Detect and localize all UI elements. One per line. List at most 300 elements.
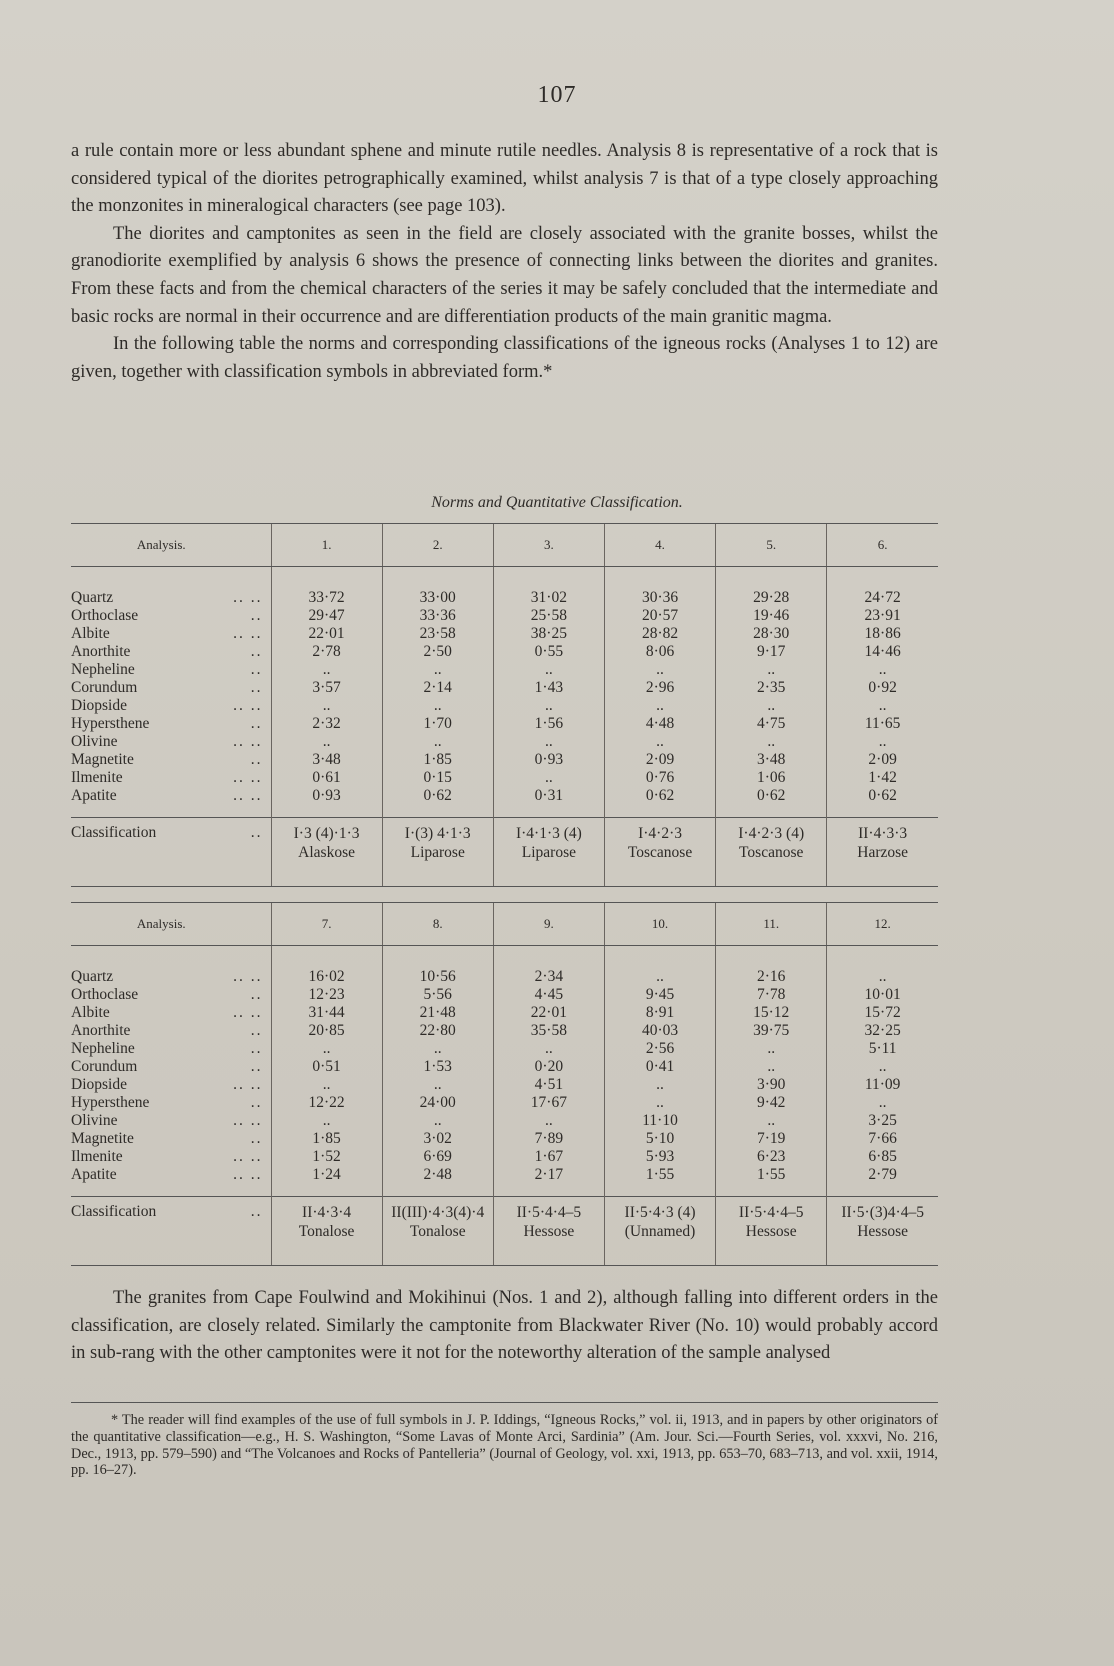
table-cell: 1·06	[716, 769, 827, 787]
mineral-label	[71, 1094, 271, 1112]
rock-name: Hessose	[523, 1223, 575, 1240]
table-cell: ..	[382, 733, 493, 751]
classification-cell	[827, 818, 938, 887]
table-cell: 2·35	[716, 679, 827, 697]
classification-cell	[271, 818, 382, 887]
table-cell: 3·57	[271, 679, 382, 697]
table-cell: ..	[827, 1094, 938, 1112]
leader-dots: ..	[250, 824, 263, 841]
table-cell: 2·09	[827, 751, 938, 769]
table-cell: 4·45	[493, 986, 604, 1004]
mineral-name: Orthoclase	[71, 986, 139, 1003]
table-cell: 38·25	[493, 625, 604, 643]
classification-symbol: I·(3) 4·1·3	[404, 825, 471, 842]
column-header: 7.	[271, 903, 382, 946]
leader-dots: .. ..	[233, 968, 263, 985]
table-cell: 1·43	[493, 679, 604, 697]
leader-dots: ..	[250, 751, 263, 768]
classification-symbol: I·4·1·3 (4)	[515, 825, 582, 842]
rock-name: Alaskose	[298, 844, 355, 861]
table-cell: 2·50	[382, 643, 493, 661]
table-cell: 20·57	[604, 607, 715, 625]
rock-name: Hessose	[857, 1223, 909, 1240]
rock-name: (Unnamed)	[624, 1223, 696, 1240]
table-cell: 0·41	[604, 1058, 715, 1076]
table-cell: ..	[716, 733, 827, 751]
table-cell: 1·52	[271, 1148, 382, 1166]
table-row	[71, 787, 938, 805]
table-cell: 2·09	[604, 751, 715, 769]
column-header: 10.	[604, 903, 715, 946]
classification-symbol: II·5·4·4–5	[516, 1204, 582, 1221]
table-cell: 12·22	[271, 1094, 382, 1112]
mineral-name: Quartz	[71, 968, 114, 985]
table-cell: 3·48	[716, 751, 827, 769]
paragraph-3: In the following table the norms and corresponding classifications of the igneous rocks (Analyses 1 to 12) are given, together with classification symbols in abbreviated form.*	[71, 334, 938, 382]
leader-dots: .. ..	[233, 1148, 263, 1165]
table-cell: 0·31	[493, 787, 604, 805]
leader-dots: ..	[250, 986, 263, 1003]
table-cell: 11·09	[827, 1076, 938, 1094]
table-header-row	[71, 903, 938, 946]
table-cell: ..	[382, 661, 493, 679]
classification-symbol: II(III)·4·3(4)·4	[391, 1204, 485, 1221]
table-cell: 33·36	[382, 607, 493, 625]
leader-dots: .. ..	[233, 1004, 263, 1021]
table-row	[71, 1040, 938, 1058]
table-cell: 0·61	[271, 769, 382, 787]
classification-label	[71, 818, 271, 887]
table-cell: 4·48	[604, 715, 715, 733]
table-cell: 28·30	[716, 625, 827, 643]
table-cell: 5·10	[604, 1130, 715, 1148]
table-cell: 21·48	[382, 1004, 493, 1022]
mineral-label	[71, 986, 271, 1004]
table-cell: 9·45	[604, 986, 715, 1004]
table-cell: 15·72	[827, 1004, 938, 1022]
table-cell: 7·78	[716, 986, 827, 1004]
leader-dots: ..	[250, 1040, 263, 1057]
table-cell: 30·36	[604, 589, 715, 607]
table-row	[71, 733, 938, 751]
table-cell: 0·62	[716, 787, 827, 805]
rock-name: Liparose	[521, 844, 576, 861]
table-cell: 4·51	[493, 1076, 604, 1094]
table-cell: 0·55	[493, 643, 604, 661]
table-cell: 14·46	[827, 643, 938, 661]
table-cell: 2·48	[382, 1166, 493, 1184]
classification-symbol: II·5·(3)4·4–5	[841, 1204, 924, 1221]
leader-dots: .. ..	[233, 733, 263, 750]
rock-name: Harzose	[857, 844, 909, 861]
table-cell: 0·20	[493, 1058, 604, 1076]
classification-symbol: II·4·3·4	[302, 1204, 352, 1221]
table-cell: 5·56	[382, 986, 493, 1004]
table-cell: 16·02	[271, 968, 382, 986]
mineral-label	[71, 769, 271, 787]
table-cell: 2·32	[271, 715, 382, 733]
table-cell: 25·58	[493, 607, 604, 625]
table-cell: ..	[604, 1094, 715, 1112]
classification-symbol: II·4·3·3	[858, 825, 908, 842]
table-row	[71, 679, 938, 697]
leader-dots: .. ..	[233, 1076, 263, 1093]
leader-dots: .. ..	[233, 787, 263, 804]
table-cell: ..	[271, 1076, 382, 1094]
leader-dots: ..	[250, 661, 263, 678]
page-number: 107	[537, 82, 577, 108]
table-cell: 2·14	[382, 679, 493, 697]
table-cell: 9·42	[716, 1094, 827, 1112]
table-cell: 2·96	[604, 679, 715, 697]
table-cell: 31·02	[493, 589, 604, 607]
classification-cell	[716, 1197, 827, 1266]
mineral-name: Nepheline	[71, 1040, 135, 1057]
table-row	[71, 715, 938, 733]
table-cell: 1·24	[271, 1166, 382, 1184]
mineral-name: Olivine	[71, 733, 118, 750]
table-row	[71, 1094, 938, 1112]
classification-symbol: I·4·2·3 (4)	[738, 825, 805, 842]
mineral-label	[71, 715, 271, 733]
table-row	[71, 986, 938, 1004]
mineral-name: Albite	[71, 1004, 110, 1021]
leader-dots: ..	[250, 1022, 263, 1039]
table-cell: 20·85	[271, 1022, 382, 1040]
table-cell: 12·23	[271, 986, 382, 1004]
leader-dots: ..	[250, 643, 263, 660]
mineral-name: Anorthite	[71, 643, 131, 660]
leader-dots: ..	[250, 607, 263, 624]
mineral-name: Corundum	[71, 679, 138, 696]
footnote-text: * The reader will find examples of the use of full symbols in J. P. Iddings, “Igneous Rocks,” vol. ii, 1913, and in papers by other originators of the quantitative classification—e.g., H. S. Washington, “Some Lavas of Monte Arci, Sardinia” (Am. Jour. Sci.—Fourth Series, vol. xxxvi, No. 216, Dec., 1913, pp. 579–590) and “The Volcanoes and Rocks of Pantelleria” (Journal of Geology, vol. xxi, 1913, pp. 653–70, 683–713, and vol. xxii, 1914, pp. 16–27).	[71, 1412, 938, 1479]
table-cell: ..	[382, 1076, 493, 1094]
mineral-label	[71, 1148, 271, 1166]
mineral-name: Diopside	[71, 1076, 127, 1093]
table-cell: 1·67	[493, 1148, 604, 1166]
table-cell: 7·19	[716, 1130, 827, 1148]
intro-text	[71, 138, 938, 386]
table-row	[71, 1058, 938, 1076]
table-cell: 0·62	[382, 787, 493, 805]
column-header: 3.	[493, 524, 604, 567]
table-row	[71, 1004, 938, 1022]
mineral-name: Ilmenite	[71, 1148, 123, 1165]
table-cell: 6·69	[382, 1148, 493, 1166]
table-cell: 1·55	[604, 1166, 715, 1184]
mineral-name: Hypersthene	[71, 1094, 150, 1111]
table-cell: 23·58	[382, 625, 493, 643]
table-cell: 33·00	[382, 589, 493, 607]
classification-cell	[827, 1197, 938, 1266]
table-cell: ..	[271, 697, 382, 715]
mineral-name: Diopside	[71, 697, 127, 714]
table-cell: ..	[604, 661, 715, 679]
table-cell: ..	[493, 769, 604, 787]
table-row	[71, 697, 938, 715]
rock-name: Tonalose	[409, 1223, 466, 1240]
table-cell: 22·01	[271, 625, 382, 643]
rock-name: Hessose	[745, 1223, 797, 1240]
footnote	[71, 1412, 938, 1479]
table-cell: ..	[493, 661, 604, 679]
table-cell: 1·42	[827, 769, 938, 787]
table-cell: 15·12	[716, 1004, 827, 1022]
table-cell: 32·25	[827, 1022, 938, 1040]
mineral-label	[71, 1022, 271, 1040]
classification-row	[71, 1197, 938, 1266]
table-cell: 7·89	[493, 1130, 604, 1148]
analysis-header: Analysis.	[71, 524, 271, 567]
table-cell: ..	[716, 661, 827, 679]
column-header: 4.	[604, 524, 715, 567]
table-cell: 8·06	[604, 643, 715, 661]
table-cell: 3·02	[382, 1130, 493, 1148]
mineral-label	[71, 625, 271, 643]
mineral-label	[71, 697, 271, 715]
leader-dots: .. ..	[233, 1166, 263, 1183]
table-cell: 29·28	[716, 589, 827, 607]
table-cell: 6·23	[716, 1148, 827, 1166]
table-row	[71, 1148, 938, 1166]
table-cell: 5·11	[827, 1040, 938, 1058]
table-cell: 39·75	[716, 1022, 827, 1040]
leader-dots: ..	[250, 715, 263, 732]
mineral-label	[71, 607, 271, 625]
paragraph-1: a rule contain more or less abundant sphene and minute rutile needles. Analysis 8 is representative of a rock that is considered typical of the diorites petrographically examined, whilst analysis 7 is that of a type closely approaching the monzonites in mineralogical characters (see page 103).	[71, 141, 938, 217]
table-cell: ..	[271, 1040, 382, 1058]
footnote-rule	[71, 1402, 938, 1403]
table-cell: 24·00	[382, 1094, 493, 1112]
table-cell: 31·44	[271, 1004, 382, 1022]
column-header: 2.	[382, 524, 493, 567]
table-cell: ..	[493, 697, 604, 715]
table-cell: 9·17	[716, 643, 827, 661]
mineral-label	[71, 968, 271, 986]
table-cell: 6·85	[827, 1148, 938, 1166]
table-cell: 5·93	[604, 1148, 715, 1166]
leader-dots: ..	[250, 679, 263, 696]
table-cell: 8·91	[604, 1004, 715, 1022]
leader-dots: ..	[250, 1094, 263, 1111]
leader-dots: ..	[250, 1130, 263, 1147]
table-cell: 0·15	[382, 769, 493, 787]
table-cell: ..	[604, 733, 715, 751]
table-cell: ..	[604, 697, 715, 715]
table-cell: ..	[827, 968, 938, 986]
mineral-name: Ilmenite	[71, 769, 123, 786]
paragraph-4: The granites from Cape Foulwind and Mokihinui (Nos. 1 and 2), although falling into different orders in the classification, are closely related. Similarly the camptonite from Blackwater River (No. 10) would probably accord in sub-rang with the other camptonites were it not for the noteworthy alteration of the sample analysed	[71, 1288, 938, 1364]
table-cell: 19·46	[716, 607, 827, 625]
classification-symbol: I·3 (4)·1·3	[293, 825, 360, 842]
table-row	[71, 1166, 938, 1184]
table-cell: ..	[382, 1112, 493, 1130]
classification-cell	[382, 1197, 493, 1266]
table-cell: ..	[271, 661, 382, 679]
table-cell: 22·01	[493, 1004, 604, 1022]
table-cell: 2·79	[827, 1166, 938, 1184]
mineral-label	[71, 787, 271, 805]
mineral-label	[71, 661, 271, 679]
table-row	[71, 661, 938, 679]
table-cell: ..	[827, 661, 938, 679]
column-header: 1.	[271, 524, 382, 567]
mineral-label	[71, 1166, 271, 1184]
classification-cell	[604, 818, 715, 887]
table-cell: 1·53	[382, 1058, 493, 1076]
table-cell: ..	[604, 968, 715, 986]
leader-dots: .. ..	[233, 697, 263, 714]
mineral-name: Apatite	[71, 787, 117, 804]
table-cell: ..	[604, 1076, 715, 1094]
table-cell: 35·58	[493, 1022, 604, 1040]
table-row	[71, 643, 938, 661]
paragraph-2: The diorites and camptonites as seen in the field are closely associated with the granite bosses, whilst the granodiorite exemplified by analysis 6 shows the presence of connecting links between the diorites and granites. From these facts and from the chemical characters of the series it may be safely concluded that the intermediate and basic rocks are normal in their occurrence and are differentiation products of the main granitic magma.	[71, 223, 938, 327]
mineral-name: Corundum	[71, 1058, 138, 1075]
table-cell: 3·25	[827, 1112, 938, 1130]
column-header: 8.	[382, 903, 493, 946]
leader-dots: .. ..	[233, 1112, 263, 1129]
table-row	[71, 968, 938, 986]
mineral-label	[71, 1058, 271, 1076]
leader-dots: ..	[250, 1203, 263, 1220]
mineral-name: Orthoclase	[71, 607, 139, 624]
table-cell: 1·56	[493, 715, 604, 733]
table-cell: 4·75	[716, 715, 827, 733]
analysis-header: Analysis.	[71, 903, 271, 946]
mineral-label	[71, 1112, 271, 1130]
table-cell: ..	[716, 1058, 827, 1076]
table-row	[71, 1112, 938, 1130]
table-cell: 0·93	[493, 751, 604, 769]
classification-name: Classification	[71, 824, 157, 841]
rock-name: Toscanose	[739, 844, 804, 861]
mineral-name: Magnetite	[71, 1130, 134, 1147]
norms-table-2	[71, 902, 938, 1266]
classification-cell	[716, 818, 827, 887]
mineral-name: Anorthite	[71, 1022, 131, 1039]
column-header: 6.	[827, 524, 938, 567]
table-cell: 10·56	[382, 968, 493, 986]
classification-cell	[604, 1197, 715, 1266]
mineral-name: Olivine	[71, 1112, 118, 1129]
mineral-name: Albite	[71, 625, 110, 642]
mineral-label	[71, 1004, 271, 1022]
table-row	[71, 607, 938, 625]
rock-name: Liparose	[410, 844, 465, 861]
classification-label	[71, 1197, 271, 1266]
table-cell: 24·72	[827, 589, 938, 607]
table-cell: 33·72	[271, 589, 382, 607]
table-row	[71, 751, 938, 769]
table-cell: ..	[716, 697, 827, 715]
table-cell: ..	[827, 1058, 938, 1076]
table-header-row	[71, 524, 938, 567]
norms-table-1	[71, 523, 938, 887]
table-cell: 0·92	[827, 679, 938, 697]
classification-symbol: II·5·4·4–5	[738, 1204, 804, 1221]
table-cell: ..	[493, 733, 604, 751]
table-cell: 0·62	[604, 787, 715, 805]
table-cell: 40·03	[604, 1022, 715, 1040]
mineral-label	[71, 643, 271, 661]
table-cell: 0·51	[271, 1058, 382, 1076]
mineral-name: Hypersthene	[71, 715, 150, 732]
mineral-label	[71, 679, 271, 697]
mineral-label	[71, 1130, 271, 1148]
table-row	[71, 769, 938, 787]
classification-symbol: II·5·4·3 (4)	[624, 1204, 696, 1221]
table-cell: 28·82	[604, 625, 715, 643]
table-cell: 2·56	[604, 1040, 715, 1058]
table-row	[71, 1076, 938, 1094]
classification-cell	[382, 818, 493, 887]
table-cell: 0·76	[604, 769, 715, 787]
table-cell: 1·85	[271, 1130, 382, 1148]
table-cell: 29·47	[271, 607, 382, 625]
closing-text	[71, 1285, 938, 1368]
table-cell: ..	[271, 1112, 382, 1130]
column-header: 11.	[716, 903, 827, 946]
table-cell: 18·86	[827, 625, 938, 643]
mineral-name: Nepheline	[71, 661, 135, 678]
table-cell: 0·93	[271, 787, 382, 805]
mineral-label	[71, 589, 271, 607]
table-cell: 2·16	[716, 968, 827, 986]
table-cell: 3·48	[271, 751, 382, 769]
table-cell: ..	[382, 697, 493, 715]
leader-dots: .. ..	[233, 769, 263, 786]
table-cell: 0·62	[827, 787, 938, 805]
leader-dots: .. ..	[233, 625, 263, 642]
classification-cell	[493, 818, 604, 887]
table-row	[71, 1022, 938, 1040]
mineral-name: Apatite	[71, 1166, 117, 1183]
rock-name: Toscanose	[627, 844, 693, 861]
table-cell: ..	[716, 1112, 827, 1130]
column-header: 12.	[827, 903, 938, 946]
leader-dots: ..	[250, 1058, 263, 1075]
table-cell: 2·78	[271, 643, 382, 661]
table-caption: Norms and Quantitative Classification.	[431, 494, 683, 511]
classification-name: Classification	[71, 1203, 157, 1220]
rock-name: Tonalose	[298, 1223, 355, 1240]
classification-row	[71, 818, 938, 887]
table-cell: ..	[382, 1040, 493, 1058]
column-header: 9.	[493, 903, 604, 946]
mineral-label	[71, 1076, 271, 1094]
mineral-name: Quartz	[71, 589, 114, 606]
table-cell: 17·67	[493, 1094, 604, 1112]
column-header: 5.	[716, 524, 827, 567]
mineral-label	[71, 1040, 271, 1058]
table-cell: ..	[493, 1112, 604, 1130]
table-cell: 1·85	[382, 751, 493, 769]
classification-cell	[271, 1197, 382, 1266]
table-cell: 1·70	[382, 715, 493, 733]
table-cell: 3·90	[716, 1076, 827, 1094]
table-cell: 22·80	[382, 1022, 493, 1040]
table-cell: ..	[716, 1040, 827, 1058]
table-row	[71, 589, 938, 607]
mineral-name: Magnetite	[71, 751, 134, 768]
mineral-label	[71, 751, 271, 769]
table-row	[71, 625, 938, 643]
table-cell: 23·91	[827, 607, 938, 625]
table-cell: 11·65	[827, 715, 938, 733]
leader-dots: .. ..	[233, 589, 263, 606]
table-cell: ..	[493, 1040, 604, 1058]
